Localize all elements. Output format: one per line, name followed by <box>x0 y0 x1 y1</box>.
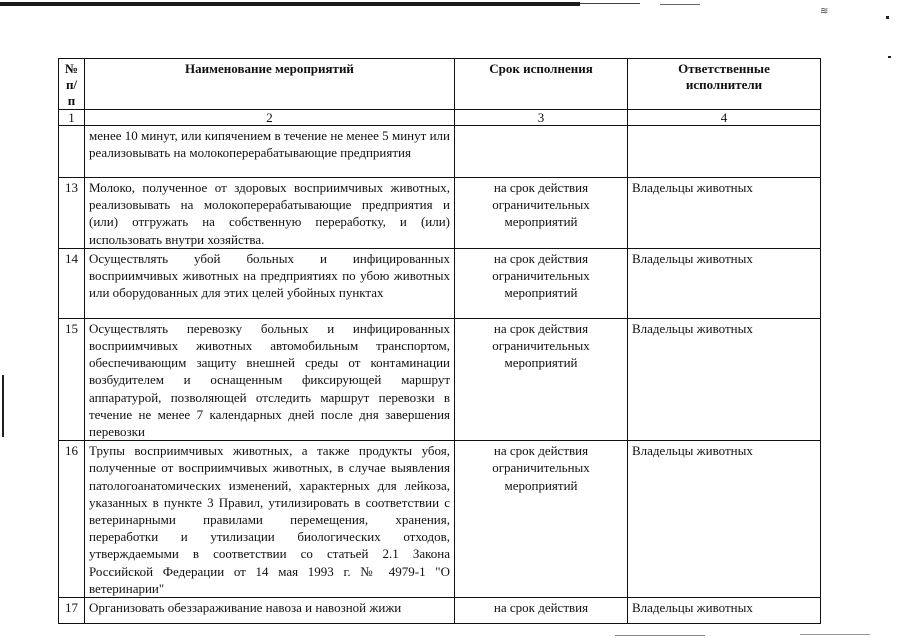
scan-side-mark <box>2 375 4 437</box>
table-row <box>59 441 821 598</box>
scan-edge-top <box>0 2 580 6</box>
row-number <box>59 126 85 178</box>
scan-corner-mark: ≋ <box>820 6 829 17</box>
row-responsible: Владельцы животных <box>628 441 821 598</box>
scan-speck <box>888 56 891 58</box>
row-responsible: Владельцы животных <box>628 318 821 440</box>
row-responsible: Владельцы животных <box>628 248 821 318</box>
row-responsible: Владельцы животных <box>628 178 821 249</box>
row-term <box>455 126 628 178</box>
header-name: Наименование мероприятий <box>85 59 455 110</box>
row-measure-text: Трупы восприимчивых животных, а также продукты убоя, полученные от восприимчивых животных, в случае выявления патологоанатомических изменений, характерных для лейкоза, указанных в пункте 3 Правил, утилизировать в соответствии с ветеринарными правилами перемещения, хранения, переработки и утилизации биологических отходов, утверждаемыми в соответствии со статьей 2.1 Закона Российской Федерации от 14 мая 1993 г. № 4979-1 "О ветеринарии" <box>85 441 455 598</box>
column-index-row <box>59 110 821 126</box>
scan-speck <box>886 16 889 19</box>
index-cell: 1 <box>59 110 85 126</box>
row-measure-text: Осуществлять убой больных и инфицированных восприимчивых животных на предприятиях по убою животных или оборудованных для этих целей убойных пунктах <box>85 248 455 318</box>
row-number: 14 <box>59 248 85 318</box>
row-term: на срок действия ограничительных мероприятий <box>455 441 628 598</box>
index-cell: 4 <box>628 110 821 126</box>
scan-edge-bottom <box>800 634 870 635</box>
row-responsible: Владельцы животных <box>628 598 821 624</box>
row-term: на срок действия <box>455 598 628 624</box>
table-row <box>59 318 821 440</box>
scan-edge-top <box>580 3 640 4</box>
row-number: 13 <box>59 178 85 249</box>
table-row <box>59 248 821 318</box>
row-number: 16 <box>59 441 85 598</box>
row-number: 15 <box>59 318 85 440</box>
row-measure-text: Молоко, полученное от здоровых восприимчивых животных, реализовывать на молокоперерабатывающие предприятия и (или) отгружать на собственную переработку, и (или) использовать внутри хозяйства. <box>85 178 455 249</box>
index-cell: 2 <box>85 110 455 126</box>
row-number: 17 <box>59 598 85 624</box>
row-measure-text: Осуществлять перевозку больных и инфицированных восприимчивых животных автомобильным транспортом, обеспечивающим защиту внешней среды от контаминации возбудителем и оснащенным фиксирующей маршрут аппаратурой, позволяющей отследить маршрут перевозки в течение не менее 7 календарных дней после дня завершения перевозки <box>85 318 455 440</box>
table-row <box>59 598 821 624</box>
table-row <box>59 178 821 249</box>
index-cell: 3 <box>455 110 628 126</box>
row-measure-text: Организовать обеззараживание навоза и навозной жижи <box>85 598 455 624</box>
scan-edge-top <box>660 4 700 5</box>
row-term: на срок действия ограничительных мероприятий <box>455 178 628 249</box>
row-measure-text: менее 10 минут, или кипячением в течение не менее 5 минут или реализовывать на молокоперерабатывающие предприятия <box>85 126 455 178</box>
header-responsible: Ответственные исполнители <box>628 59 821 110</box>
table-header-row <box>59 59 821 110</box>
row-term: на срок действия ограничительных мероприятий <box>455 318 628 440</box>
table-row <box>59 126 821 178</box>
row-term: на срок действия ограничительных мероприятий <box>455 248 628 318</box>
header-term: Срок исполнения <box>455 59 628 110</box>
header-num: № п/п <box>59 59 85 110</box>
scan-edge-bottom <box>615 635 705 636</box>
row-responsible <box>628 126 821 178</box>
measures-table <box>58 58 821 624</box>
